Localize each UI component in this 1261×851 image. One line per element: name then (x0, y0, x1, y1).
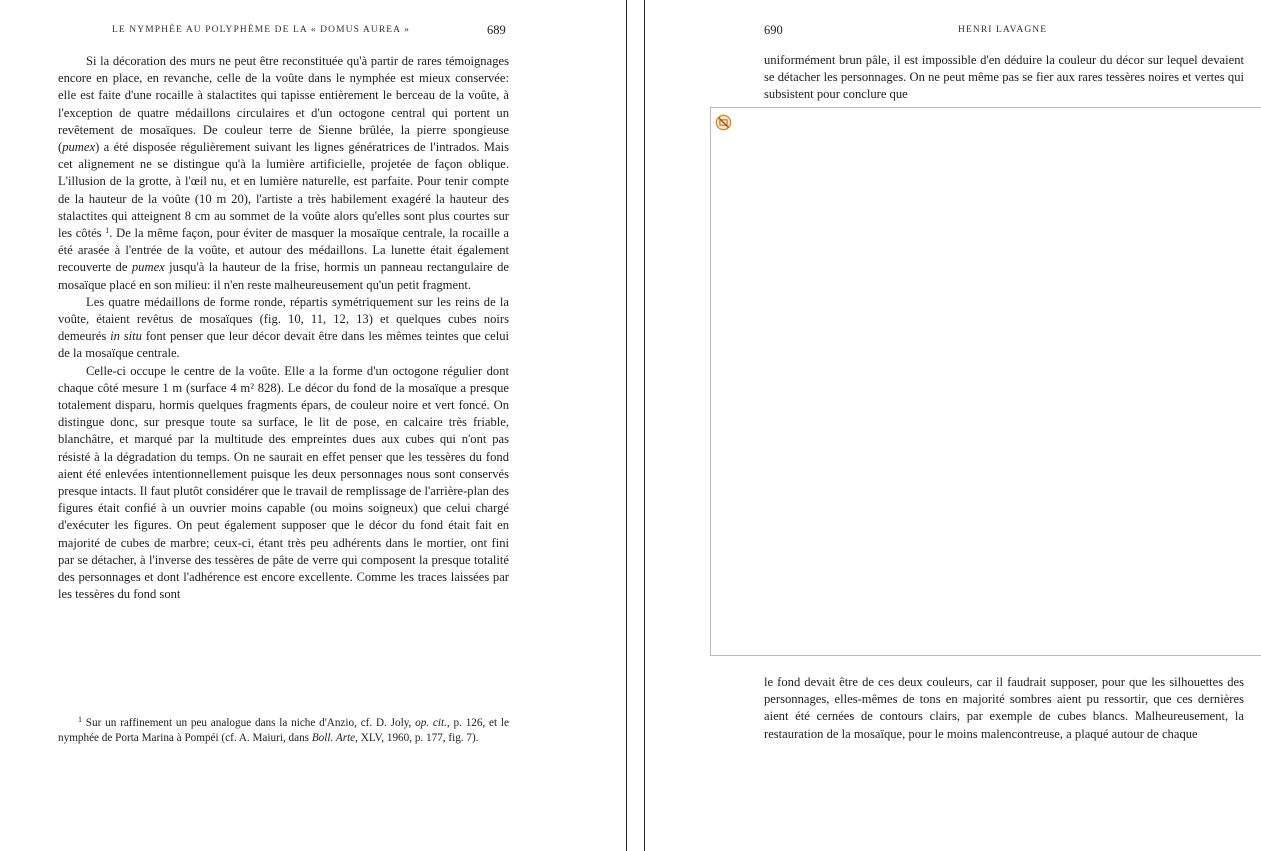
figure-image-placeholder (710, 107, 1261, 656)
page-divider-left (626, 0, 627, 851)
paragraph: Les quatre médaillons de forme ronde, répartis symétriquement sur les reins de la voûte, étaient revêtus de mosaïques (fig. 10, 11, 12, 13) et quelques cubes noirs demeurés in situ font penser que leur décor devait être dans les mêmes teintes que celui de la mosaïque centrale. (58, 294, 509, 361)
paragraph: Celle-ci occupe le centre de la voûte. Elle a la forme d'un octogone régulier dont chaque côté mesure 1 m (surface 4 m² 828). Le décor du fond de la mosaïque a presque totalement disparu, hormis quelques fragments épars, de couleur noire et vert foncé. On distingue donc, sur presque toute sa surface, le lit de pose, en calcaire très friable, blanchâtre, et marqué par la multitude des empreintes dues aux cubes qui n'ont pas résisté à la dégradation du temps. On ne saurait en effet penser que les tessères du fond aient été enlevées intentionnellement puisque les deux personnages nous sont conservés presque intacts. Il faut plutôt considérer que le travail de remplissage de l'arrière-plan des figures était confié à un ouvrier moins capable (ou moins soigneux) que celui chargé d'exécuter les figures. On peut également supposer que le décor du fond était fait en majorité de cubes de marbre; ceux-ci, étant très peu adhérents dans le mortier, ont fini par se détacher, à l'inverse des tessères de pâte de verre qui composent la presque totalité des personnages et dont l'adhérence est encore excellente. Comme les traces laissées par les tessères du fond sont (58, 363, 509, 602)
body-text-top: uniformément brun pâle, il est impossible d'en déduire la couleur du décor sur lequel devaient se détacher les personnages. On ne peut même pas se fier aux rares tessères noires et vertes qui subsistent pour conclure que (764, 53, 1244, 102)
running-head: HENRI LAVAGNE (958, 25, 1048, 35)
footnote: $^1$ Sur un raffinement un peu analogue dans la niche d'Anzio, cf. D. Joly, op. cit., p. 126, et le nymphée de Porta Marina à Pompéi (cf. A. Maiuri, dans Boll. Arte, XLV, 1960, p. 177, fig. 7). (58, 715, 509, 744)
left-page (0, 0, 626, 851)
page-number: 689 (487, 23, 506, 37)
body-text (58, 53, 509, 604)
paragraph: Si la décoration des murs ne peut être reconstituée qu'à partir de rares témoignages encore en place, en revanche, celle de la voûte dans le nymphée est mieux conservée: elle est faite d'une rocaille à stalactites qui tapisse entièrement le berceau de la voûte, à l'exception de quatre médaillons circulaires et d'un octogone central qui portent un revêtement de mosaïques. De couleur terre de Sienne brûlée, la pierre spongieuse (pumex) a été disposée régulièrement suivant les lignes génératrices de l'intrados. Mais cet alignement ne se distingue qu'à la lumière artificielle, projetée de façon oblique. L'illusion de la grotte, à l'œil nu, et en lumière naturelle, est parfaite. Pour tenir compte de la hauteur de la voûte (10 m 20), l'artiste a très habilement exagéré la hauteur des stalactites qui atteignent 8 cm au sommet de la voûte alors qu'elles sont plus courtes sur les côtés $^1$. De la même façon, pour éviter de masquer la mosaïque centrale, la rocaille a été arasée à l'entrée de la voûte, et autour des médaillons. La lunette était également recouverte de pumex jusqu'à la hauteur de la frise, hormis un panneau rectangulaire de mosaïque placé en son milieu: il n'en reste malheureusement qu'un petit fragment. (58, 54, 510, 292)
running-head: LE NYMPHÉE AU POLYPHÈME DE LA « DOMUS AUREA » (112, 25, 410, 35)
footnote-ref: 1 (105, 226, 110, 236)
page-number: 690 (764, 23, 783, 37)
broken-image-icon (715, 114, 732, 131)
body-text-bottom: le fond devait être de ces deux couleurs, car il faudrait supposer, pour que les silhouettes des personnages, elles-mêmes de tons en majorité sombres aient pu ressortir, que ces dernières aient été cernées de contours clairs, par exemple de cubes blancs. Malheureusement, la restauration de la mosaïque, pour le moins malencontreuse, a plaqué autour de chaque (764, 675, 1244, 741)
